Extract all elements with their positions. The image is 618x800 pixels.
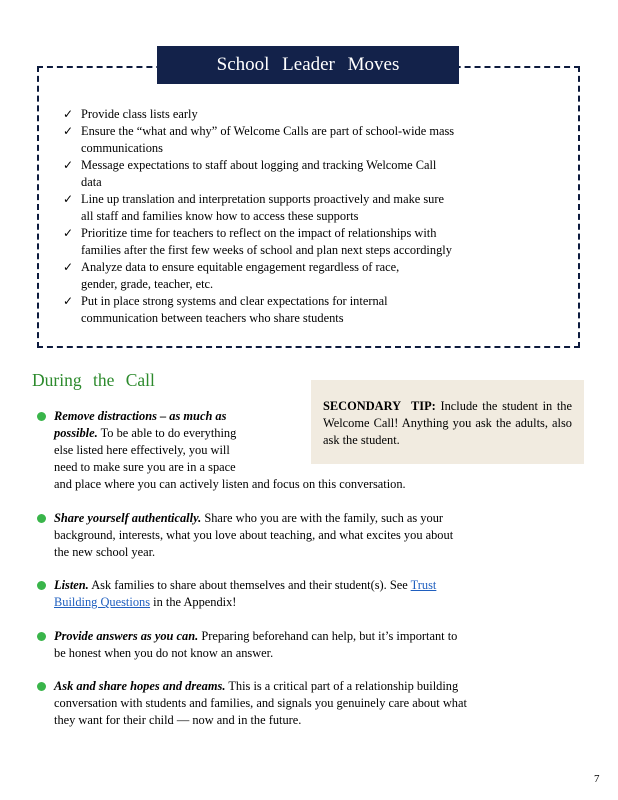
bullet-icon	[37, 514, 46, 523]
leader-moves-list	[63, 106, 543, 327]
secondary-tip-box: SECONDARY TIP: Include the student in the Welcome Call! Anything you ask the adults, also ask the student.	[311, 380, 584, 464]
list-item: ✓ Provide class lists early	[63, 107, 198, 121]
bullet-icon	[37, 412, 46, 421]
banner-title: School Leader Moves	[157, 46, 459, 84]
trust-link[interactable]: Trust	[410, 578, 437, 592]
tip-remove-distractions: Remove distractions – as much as possible. To be able to do everything else listed here effectively, you will need to make sure you are in a space and place where you can actively listen and focus on this conversation.	[37, 408, 547, 493]
checkmark-icon: ✓	[63, 107, 74, 121]
section-heading: During the Call	[32, 370, 155, 390]
building-questions-link[interactable]: Building Questions	[54, 595, 151, 609]
list-item: ✓ Ensure the “what and why” of Welcome Calls are part of school-wide mass communications	[63, 124, 455, 155]
checkmark-icon: ✓	[63, 192, 74, 206]
checkmark-icon: ✓	[63, 226, 74, 240]
page-number: 7	[594, 773, 600, 785]
checkmark-icon: ✓	[63, 260, 74, 274]
tip-listen: Listen. Ask families to share about themselves and their student(s). See Trust Building Questions in the Appendix!	[37, 577, 547, 611]
list-item: ✓ Line up translation and interpretation supports proactively and make sure all staff and families know how to access these supports	[63, 192, 445, 223]
bullet-icon	[37, 632, 46, 641]
tip-label: SECONDARY TIP:	[323, 399, 436, 413]
list-item: ✓ Analyze data to ensure equitable engagement regardless of race, gender, grade, teacher, etc.	[63, 260, 400, 291]
checkmark-icon: ✓	[63, 124, 74, 138]
checkmark-icon: ✓	[63, 158, 74, 172]
list-item: ✓ Message expectations to staff about logging and tracking Welcome Call data	[63, 158, 437, 189]
bullet-icon	[37, 581, 46, 590]
list-item: ✓ Prioritize time for teachers to reflect on the impact of relationships with families after the first few weeks of school and plan next steps accordingly	[63, 226, 452, 257]
list-item: ✓ Put in place strong systems and clear expectations for internal communication between teachers who share students	[63, 294, 388, 325]
tip-share-yourself: Share yourself authentically. Share who you are with the family, such as your background, interests, what you love about teaching, and what excites you about the new school year.	[37, 510, 547, 561]
checkmark-icon: ✓	[63, 294, 74, 308]
bullet-icon	[37, 682, 46, 691]
tip-provide-answers: Provide answers as you can. Preparing beforehand can help, but it’s important to be honest when you do not know an answer.	[37, 628, 547, 662]
tip-hopes-dreams: Ask and share hopes and dreams. This is a critical part of a relationship building conversation with students and families, and signals you genuinely care about what they want for their child — now and in the future.	[37, 678, 547, 729]
